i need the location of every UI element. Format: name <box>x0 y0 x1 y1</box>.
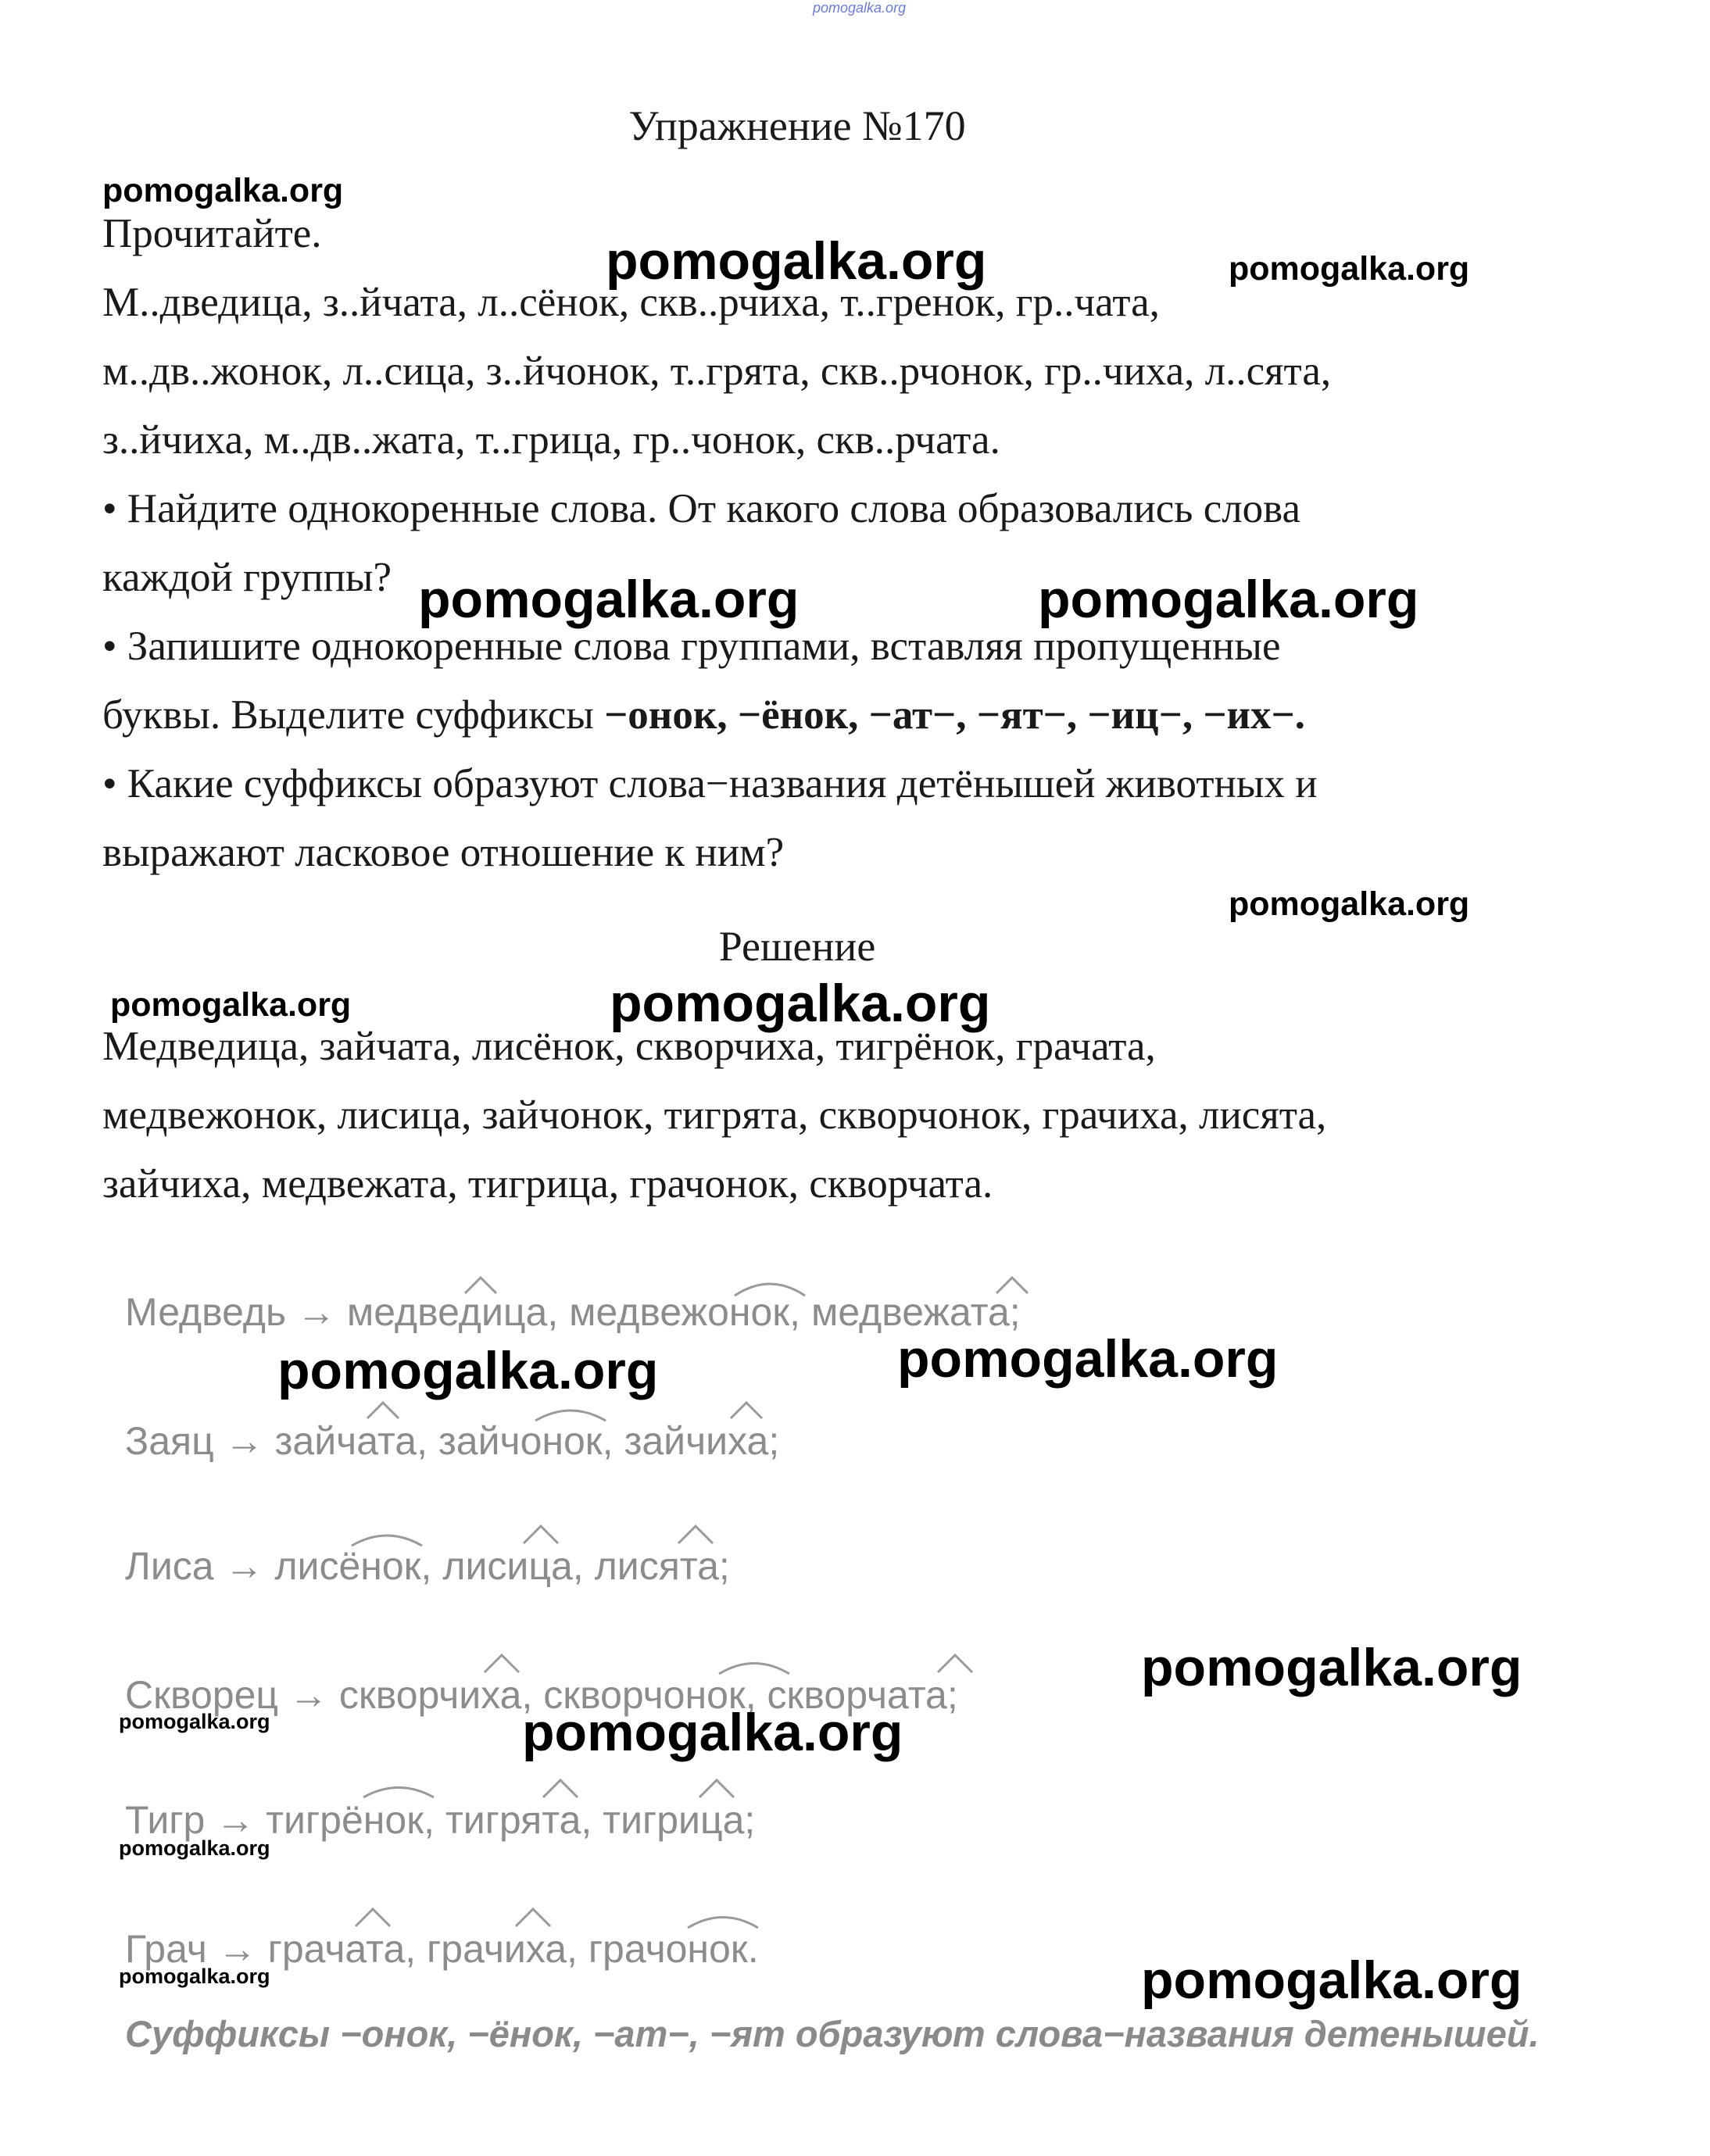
group-starling: Скворец → скворчиха, скворчонок, скворчата; <box>125 1673 958 1717</box>
task-line-3: з..йчиха, м..дв..жата, т..грица, гр..чонок, скв..рчата. <box>102 417 1000 463</box>
watermark: pomogalka.org <box>610 974 991 1033</box>
page-title: Упражнение №170 <box>628 102 966 149</box>
top-watermark: pomogalka.org <box>813 0 907 16</box>
watermark: pomogalka.org <box>522 1703 903 1762</box>
task-read: Прочитайте. <box>102 211 322 256</box>
solution-line-2: медвежонок, лисица, зайчонок, тигрята, скворчонок, грачиха, лисята, <box>102 1092 1327 1138</box>
task-line-1: М..дведица, з..йчата, л..сёнок, скв..рчиха, т..гренок, гр..чата, <box>102 280 1160 325</box>
suffix-arc <box>516 1909 550 1926</box>
suffix-arc <box>367 1403 399 1418</box>
group-rook: Грач → грачата, грачиха, грачонок. <box>125 1927 759 1971</box>
suffix-arc <box>688 1918 758 1929</box>
suffix-arc <box>543 1780 578 1797</box>
question-1-line-2: каждой группы? <box>102 555 392 600</box>
suffix-list: −онок, −ёнок, −ат−, −ят−, −иц−, −их−. <box>604 692 1306 738</box>
group-tiger: Тигр → тигрёнок, тигрята, тигрица; <box>125 1798 756 1842</box>
task-line-2: м..дв..жонок, л..сица, з..йчонок, т..грята, скв..рчонок, гр..чиха, л..сята, <box>102 349 1332 394</box>
group-fox: Лиса → лисёнок, лисица, лисята; <box>125 1544 730 1588</box>
solution-heading: Решение <box>718 923 876 970</box>
suffix-arc <box>996 1278 1028 1293</box>
suffix-arc <box>938 1655 972 1672</box>
watermark: pomogalka.org <box>119 1836 270 1860</box>
watermark: pomogalka.org <box>418 570 800 629</box>
watermark: pomogalka.org <box>1229 250 1470 288</box>
solution-line-1: Медведица, зайчата, лисёнок, скворчиха, тигрёнок, грачата, <box>102 1024 1156 1069</box>
suffix-arc <box>524 1526 558 1543</box>
conclusion: Суффиксы −онок, −ёнок, −ат−, −ят образуют слова−названия детенышей. <box>125 2013 1540 2054</box>
suffix-arc <box>731 1403 762 1418</box>
suffix-arc <box>465 1278 496 1293</box>
group-bear: Медведь → медведица, медвежонок, медвежата; <box>125 1290 1021 1334</box>
watermark: pomogalka.org <box>110 986 352 1024</box>
watermark: pomogalka.org <box>119 1965 270 1988</box>
watermark: pomogalka.org <box>606 231 987 291</box>
question-1-line-1: • Найдите однокоренные слова. От какого слова образовались слова <box>102 486 1301 531</box>
watermark: pomogalka.org <box>102 172 344 209</box>
solution-line-3: зайчиха, медвежата, тигрица, грачонок, скворчата. <box>102 1161 993 1207</box>
watermark: pomogalka.org <box>119 1710 270 1733</box>
suffix-arc <box>363 1788 434 1798</box>
suffix-arc <box>485 1655 519 1672</box>
watermark: pomogalka.org <box>277 1341 659 1400</box>
question-2-text: буквы. Выделите суффиксы <box>102 692 605 738</box>
suffix-arc <box>535 1411 606 1421</box>
suffix-arc <box>719 1664 789 1675</box>
watermark: pomogalka.org <box>1038 570 1419 629</box>
watermark: pomogalka.org <box>897 1329 1279 1389</box>
suffix-arc <box>678 1526 713 1543</box>
watermark: pomogalka.org <box>1141 1638 1522 1697</box>
group-hare: Заяц → зайчата, зайчонок, зайчиха; <box>125 1419 780 1463</box>
watermark: pomogalka.org <box>1141 1950 1522 2010</box>
suffix-arc <box>352 1536 422 1546</box>
question-3-line-2: выражают ласковое отношение к ним? <box>102 830 785 875</box>
question-3-line-1: • Какие суффиксы образуют слова−названия детёнышей животных и <box>102 761 1318 806</box>
question-2-line-1: • Запишите однокоренные слова группами, вставляя пропущенные <box>102 624 1281 669</box>
suffix-arc <box>356 1909 390 1926</box>
suffix-arc <box>699 1780 734 1797</box>
watermark: pomogalka.org <box>1229 885 1470 923</box>
suffix-arc <box>735 1284 805 1296</box>
